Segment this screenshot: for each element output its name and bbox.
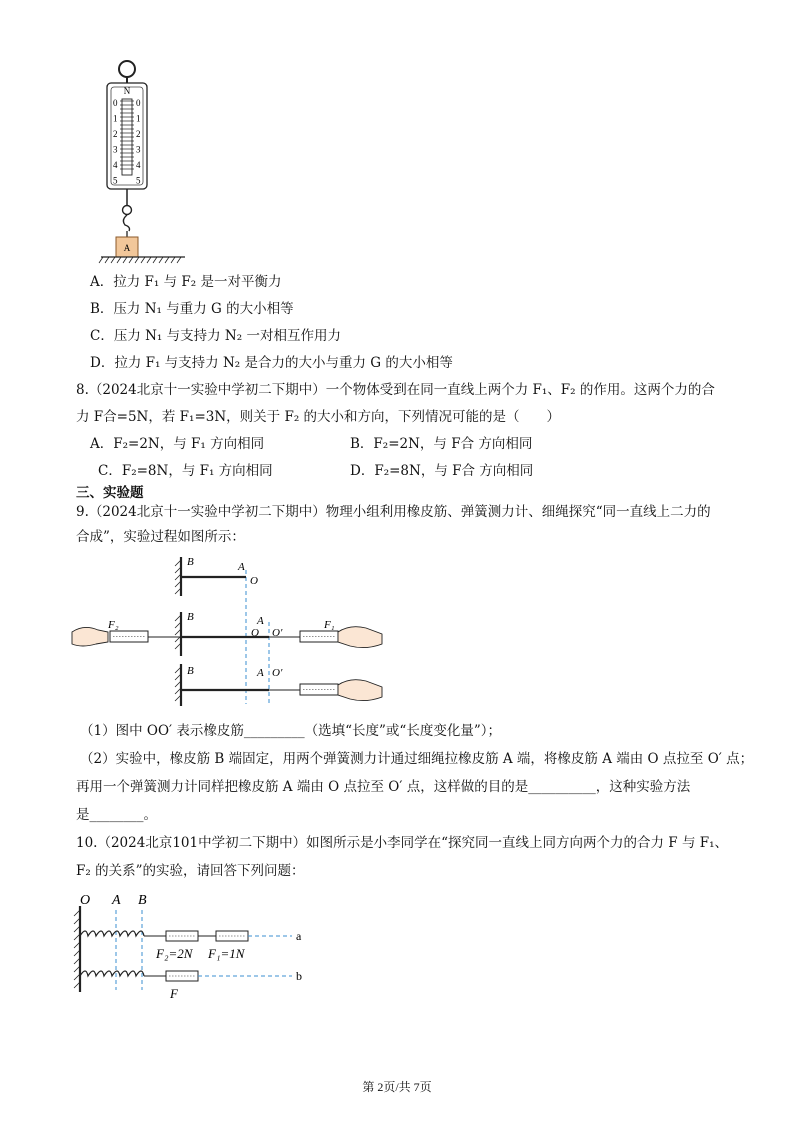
q9-stem-line1: 9.（2024北京十一实验中学初二下期中）物理小组利用橡皮筋、弹簧测力计、细绳探究“同一直线上二力的 bbox=[76, 504, 711, 520]
rubber-band-experiment-figure bbox=[70, 552, 390, 710]
fig10-label-b: b bbox=[296, 969, 302, 983]
block-label: A bbox=[123, 243, 131, 253]
fig9-label-B1: B bbox=[187, 556, 194, 568]
q8-option-d: D．F₂=8N，与 F合 方向相同 bbox=[350, 463, 534, 479]
page-footer: 第 2页/共 7页 bbox=[362, 1080, 432, 1094]
q9-sub2-line2: 再用一个弹簧测力计同样把橡皮筋 A 端由 O 点拉至 O′ 点，这样做的目的是__________，这种实验方法 bbox=[76, 779, 691, 795]
fig9-label-F2: F₂ bbox=[108, 619, 119, 631]
fig9-label-Oprime3: O′ bbox=[272, 667, 283, 679]
fig9-label-B3: B bbox=[187, 665, 194, 677]
fig10-label-F: F bbox=[170, 986, 178, 1001]
q8-stem-line2: 力 F合=5N，若 F₁=3N，则关于 F₂ 的大小和方向，下列情况可能的是（ ） bbox=[76, 409, 561, 425]
fig9-label-O1: O bbox=[250, 575, 258, 587]
spring-force-experiment-figure bbox=[70, 888, 320, 1003]
fig9-label-Oprime2: O′ bbox=[272, 627, 283, 639]
scale-right-tick-label: 1 bbox=[136, 113, 141, 124]
section-heading: 三、实验题 bbox=[76, 485, 144, 501]
scale-left-tick-label: 4 bbox=[113, 160, 118, 170]
fig10-label-B: B bbox=[138, 893, 147, 908]
q9-sub1: （1）图中 OO′ 表示橡皮筋_________（选填“长度”或“长度变化量”）； bbox=[80, 723, 501, 739]
scale-right-tick-label: 3 bbox=[136, 144, 141, 155]
q7-option-c: C．压力 N₁ 与支持力 N₂ 一对相互作用力 bbox=[90, 328, 341, 344]
scale-right-tick-label: 2 bbox=[136, 129, 141, 139]
fig9-label-O2: O bbox=[251, 627, 259, 639]
scale-right-tick-label: 0 bbox=[136, 98, 141, 108]
scale-left-tick-label: 0 bbox=[113, 98, 118, 108]
fig9-label-A2: A bbox=[257, 615, 264, 627]
spring-scale-figure bbox=[95, 55, 185, 265]
q8-option-c: C．F₂=8N，与 F₁ 方向相同 bbox=[98, 463, 273, 479]
q7-option-b: B．压力 N₁ 与重力 G 的大小相等 bbox=[90, 301, 294, 317]
fig9-label-A3: A bbox=[257, 667, 264, 679]
scale-left-tick-label: 3 bbox=[113, 144, 118, 155]
scale-unit-label: N bbox=[123, 86, 131, 96]
q9-sub2-line1: （2）实验中，橡皮筋 B 端固定，用两个弹簧测力计通过细绳拉橡皮筋 A 端，将橡皮筋 A 端由 O 点拉至 O′ 点； bbox=[80, 751, 754, 767]
fig9-label-F1: F₁ bbox=[324, 619, 335, 631]
scale-right-tick-label: 5 bbox=[136, 175, 141, 186]
fig10-label-A: A bbox=[112, 893, 121, 908]
fig10-label-F2: F₂=2N bbox=[156, 946, 193, 961]
fig9-label-A1: A bbox=[238, 561, 245, 573]
fig10-label-O: O bbox=[80, 893, 91, 908]
q9-sub2-line3: 是________。 bbox=[76, 807, 157, 823]
scale-right-tick-label: 4 bbox=[136, 160, 141, 170]
q7-option-d: D．拉力 F₁ 与支持力 N₂ 是合力的大小与重力 G 的大小相等 bbox=[90, 355, 453, 371]
q10-stem-line2: F₂ 的关系”的实验，请回答下列问题： bbox=[76, 863, 305, 879]
fig10-label-a: a bbox=[296, 929, 302, 943]
fig9-label-B2: B bbox=[187, 611, 194, 623]
q10-stem-line1: 10.（2024北京101中学初二下期中）如图所示是小李同学在“探究同一直线上同方向两个力的合力 F 与 F₁、 bbox=[76, 835, 729, 851]
scale-left-tick-label: 2 bbox=[113, 129, 118, 139]
scale-left-tick-label: 5 bbox=[113, 175, 118, 186]
scale-left-tick-label: 1 bbox=[113, 113, 118, 124]
q8-stem-line1: 8.（2024北京十一实验中学初二下期中）一个物体受到在同一直线上两个力 F₁、F₂ 的作用。这两个力的合 bbox=[76, 382, 715, 398]
q8-option-a: A．F₂=2N，与 F₁ 方向相同 bbox=[90, 436, 265, 452]
q7-option-a: A．拉力 F₁ 与 F₂ 是一对平衡力 bbox=[90, 274, 282, 290]
q9-stem-line2: 合成”，实验过程如图所示： bbox=[76, 529, 245, 545]
fig10-label-F1: F₁=1N bbox=[208, 946, 245, 961]
q8-option-b: B．F₂=2N，与 F合 方向相同 bbox=[350, 436, 533, 452]
